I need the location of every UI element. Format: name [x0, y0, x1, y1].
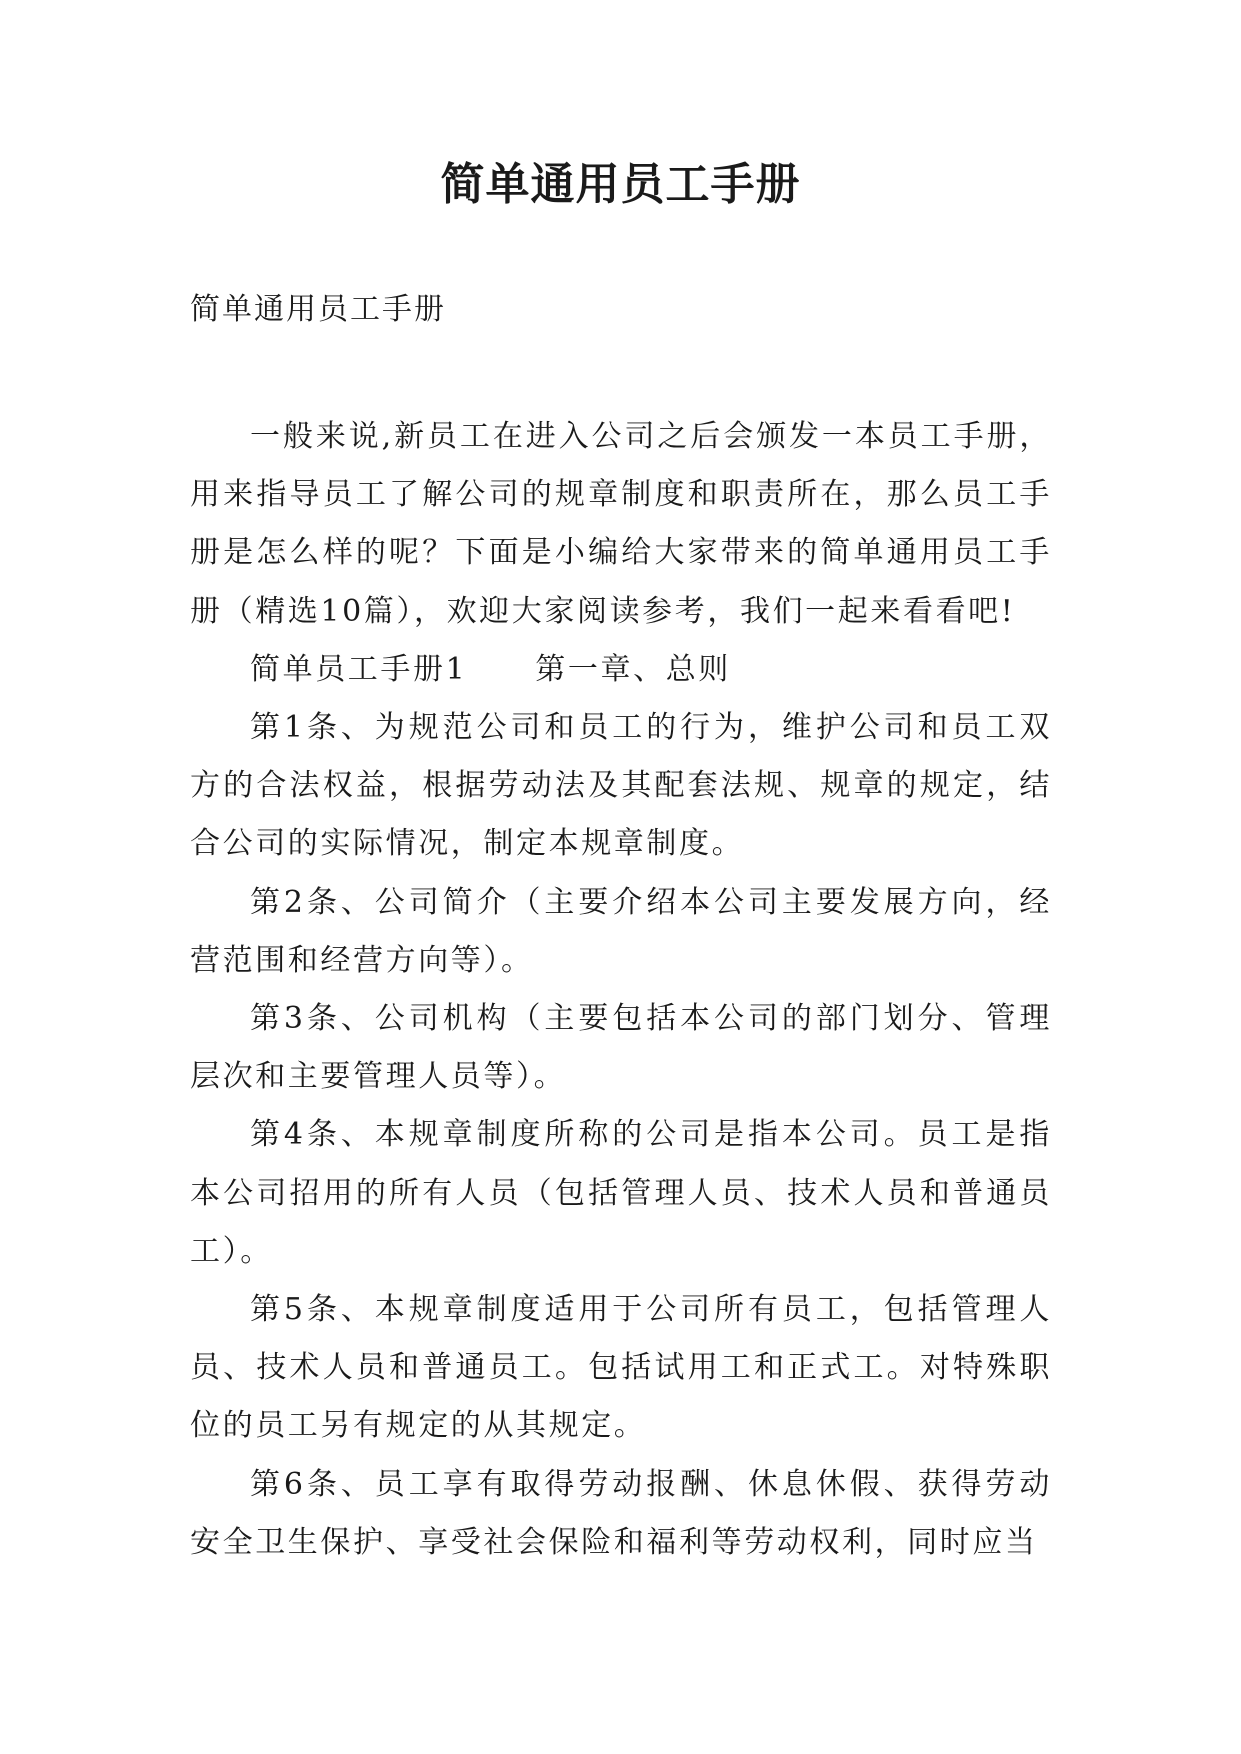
article-paragraph: 第2条、公司简介（主要介绍本公司主要发展方向，经营范围和经营方向等）。: [190, 884, 1052, 978]
article-paragraph: 第4条、本规章制度所称的公司是指本公司。员工是指本公司招用的所有人员（包括管理人员、技术人员和普通员工）。: [190, 1117, 1052, 1269]
chapter-title: 第一章、总则: [535, 651, 731, 687]
article-paragraph: 第6条、员工享有取得劳动报酬、休息休假、获得劳动安全卫生保护、享受社会保险和福利等劳动权利，同时应当: [190, 1466, 1052, 1560]
section-name: 简单员工手册1: [250, 651, 468, 687]
article-paragraph: 第5条、本规章制度适用于公司所有员工，包括管理人员、技术人员和普通员工。包括试用工和正式工。对特殊职位的员工另有规定的从其规定。: [190, 1292, 1052, 1444]
document-subtitle: 简单通用员工手册: [190, 292, 446, 327]
document-title: 简单通用员工手册: [440, 159, 801, 210]
article-paragraph: 第1条、为规范公司和员工的行为，维护公司和员工双方的合法权益，根据劳动法及其配套法规、规章的规定，结合公司的实际情况，制定本规章制度。: [190, 710, 1052, 862]
section-heading: [190, 641, 1052, 699]
article-paragraph: 第3条、公司机构（主要包括本公司的部门划分、管理层次和主要管理人员等）。: [190, 1001, 1052, 1095]
intro-paragraph: 一般来说,新员工在进入公司之后会颁发一本员工手册，用来指导员工了解公司的规章制度和职责所在，那么员工手册是怎么样的呢？下面是小编给大家带来的简单通用员工手册（精选10篇），欢迎大家阅读参考，我们一起来看看吧!: [190, 419, 1052, 629]
document-body: [190, 408, 1052, 1572]
